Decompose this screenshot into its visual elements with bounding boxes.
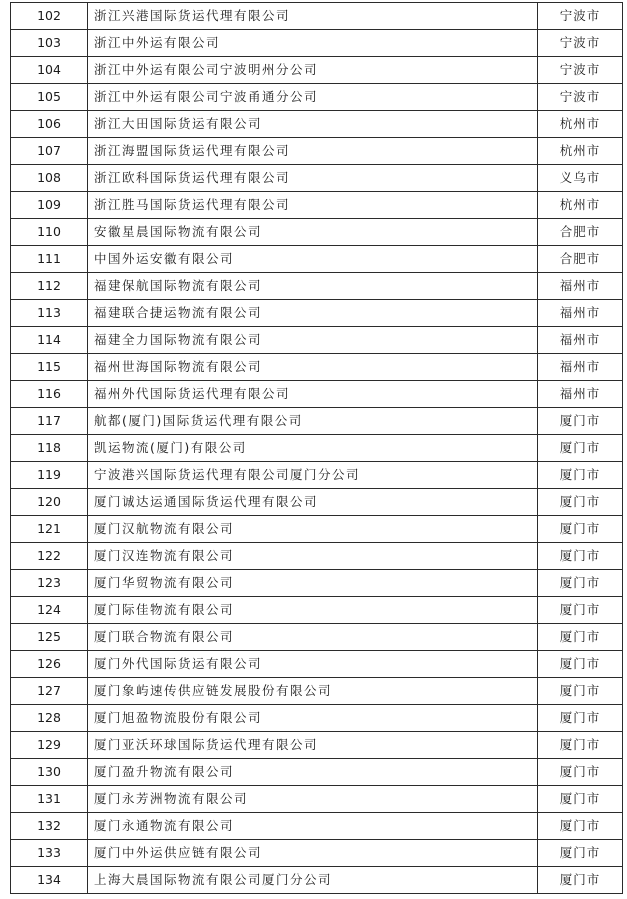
- city-name: 厦门市: [538, 813, 623, 840]
- company-name: 福建保航国际物流有限公司: [88, 273, 538, 300]
- table-row: [11, 111, 623, 138]
- row-number: 123: [11, 570, 88, 597]
- city-name: 厦门市: [538, 759, 623, 786]
- table-row: [11, 327, 623, 354]
- company-name: 福州世海国际物流有限公司: [88, 354, 538, 381]
- company-name: 中国外运安徽有限公司: [88, 246, 538, 273]
- table-row: [11, 246, 623, 273]
- company-name: 航都(厦门)国际货运代理有限公司: [88, 408, 538, 435]
- row-number: 115: [11, 354, 88, 381]
- row-number: 120: [11, 489, 88, 516]
- city-name: 合肥市: [538, 219, 623, 246]
- city-name: 福州市: [538, 300, 623, 327]
- table-row: [11, 570, 623, 597]
- city-name: 杭州市: [538, 111, 623, 138]
- company-name: 浙江中外运有限公司: [88, 30, 538, 57]
- row-number: 134: [11, 867, 88, 894]
- table-row: [11, 597, 623, 624]
- city-name: 厦门市: [538, 543, 623, 570]
- table-body: [11, 3, 623, 894]
- table-row: [11, 165, 623, 192]
- row-number: 127: [11, 678, 88, 705]
- row-number: 113: [11, 300, 88, 327]
- row-number: 108: [11, 165, 88, 192]
- company-name: 浙江中外运有限公司宁波甬通分公司: [88, 84, 538, 111]
- company-name: 宁波港兴国际货运代理有限公司厦门分公司: [88, 462, 538, 489]
- company-name: 厦门汉连物流有限公司: [88, 543, 538, 570]
- table-row: [11, 813, 623, 840]
- company-name: 浙江海盟国际货运代理有限公司: [88, 138, 538, 165]
- company-name: 凯运物流(厦门)有限公司: [88, 435, 538, 462]
- city-name: 杭州市: [538, 192, 623, 219]
- table-row: [11, 489, 623, 516]
- row-number: 132: [11, 813, 88, 840]
- city-name: 福州市: [538, 327, 623, 354]
- city-name: 合肥市: [538, 246, 623, 273]
- city-name: 厦门市: [538, 408, 623, 435]
- city-name: 厦门市: [538, 516, 623, 543]
- company-name: 福建联合捷运物流有限公司: [88, 300, 538, 327]
- table-row: [11, 219, 623, 246]
- row-number: 116: [11, 381, 88, 408]
- row-number: 111: [11, 246, 88, 273]
- table-row: [11, 273, 623, 300]
- table-row: [11, 381, 623, 408]
- company-name: 厦门中外运供应链有限公司: [88, 840, 538, 867]
- city-name: 厦门市: [538, 786, 623, 813]
- row-number: 102: [11, 3, 88, 30]
- company-list-table: [10, 2, 623, 894]
- row-number: 114: [11, 327, 88, 354]
- company-name: 厦门象屿速传供应链发展股份有限公司: [88, 678, 538, 705]
- company-name: 厦门诚达运通国际货运代理有限公司: [88, 489, 538, 516]
- company-name: 浙江大田国际货运有限公司: [88, 111, 538, 138]
- city-name: 厦门市: [538, 840, 623, 867]
- table-row: [11, 624, 623, 651]
- table-row: [11, 30, 623, 57]
- row-number: 104: [11, 57, 88, 84]
- row-number: 125: [11, 624, 88, 651]
- company-name: 厦门永芳洲物流有限公司: [88, 786, 538, 813]
- table-row: [11, 786, 623, 813]
- company-name: 浙江兴港国际货运代理有限公司: [88, 3, 538, 30]
- table-row: [11, 84, 623, 111]
- city-name: 厦门市: [538, 705, 623, 732]
- city-name: 厦门市: [538, 678, 623, 705]
- company-name: 厦门际佳物流有限公司: [88, 597, 538, 624]
- city-name: 义乌市: [538, 165, 623, 192]
- city-name: 厦门市: [538, 624, 623, 651]
- row-number: 112: [11, 273, 88, 300]
- row-number: 121: [11, 516, 88, 543]
- company-name: 上海大晨国际物流有限公司厦门分公司: [88, 867, 538, 894]
- city-name: 福州市: [538, 381, 623, 408]
- row-number: 103: [11, 30, 88, 57]
- row-number: 117: [11, 408, 88, 435]
- city-name: 厦门市: [538, 489, 623, 516]
- city-name: 福州市: [538, 273, 623, 300]
- row-number: 130: [11, 759, 88, 786]
- table-row: [11, 840, 623, 867]
- table-row: [11, 651, 623, 678]
- company-name: 厦门华贸物流有限公司: [88, 570, 538, 597]
- company-name: 安徽星晨国际物流有限公司: [88, 219, 538, 246]
- company-name: 厦门亚沃环球国际货运代理有限公司: [88, 732, 538, 759]
- city-name: 厦门市: [538, 462, 623, 489]
- company-name: 浙江中外运有限公司宁波明州分公司: [88, 57, 538, 84]
- row-number: 106: [11, 111, 88, 138]
- table-row: [11, 3, 623, 30]
- company-name: 厦门永通物流有限公司: [88, 813, 538, 840]
- row-number: 110: [11, 219, 88, 246]
- company-name: 浙江欧科国际货运代理有限公司: [88, 165, 538, 192]
- row-number: 118: [11, 435, 88, 462]
- city-name: 厦门市: [538, 732, 623, 759]
- row-number: 129: [11, 732, 88, 759]
- row-number: 133: [11, 840, 88, 867]
- city-name: 宁波市: [538, 84, 623, 111]
- row-number: 105: [11, 84, 88, 111]
- table-row: [11, 192, 623, 219]
- table-row: [11, 138, 623, 165]
- table-row: [11, 300, 623, 327]
- table-row: [11, 516, 623, 543]
- table-row: [11, 57, 623, 84]
- city-name: 福州市: [538, 354, 623, 381]
- company-name: 厦门外代国际货运有限公司: [88, 651, 538, 678]
- table-row: [11, 354, 623, 381]
- table-row: [11, 867, 623, 894]
- company-name: 厦门汉航物流有限公司: [88, 516, 538, 543]
- city-name: 宁波市: [538, 3, 623, 30]
- company-name: 福州外代国际货运代理有限公司: [88, 381, 538, 408]
- company-name: 厦门旭盈物流股份有限公司: [88, 705, 538, 732]
- table-row: [11, 435, 623, 462]
- city-name: 宁波市: [538, 57, 623, 84]
- table-row: [11, 543, 623, 570]
- company-name: 浙江胜马国际货运代理有限公司: [88, 192, 538, 219]
- city-name: 宁波市: [538, 30, 623, 57]
- row-number: 107: [11, 138, 88, 165]
- table-row: [11, 678, 623, 705]
- row-number: 128: [11, 705, 88, 732]
- table-row: [11, 732, 623, 759]
- city-name: 厦门市: [538, 435, 623, 462]
- city-name: 厦门市: [538, 651, 623, 678]
- city-name: 厦门市: [538, 597, 623, 624]
- company-name: 厦门联合物流有限公司: [88, 624, 538, 651]
- table-row: [11, 462, 623, 489]
- table-row: [11, 705, 623, 732]
- row-number: 122: [11, 543, 88, 570]
- city-name: 厦门市: [538, 570, 623, 597]
- row-number: 126: [11, 651, 88, 678]
- row-number: 124: [11, 597, 88, 624]
- row-number: 109: [11, 192, 88, 219]
- table-row: [11, 759, 623, 786]
- company-name: 福建全力国际物流有限公司: [88, 327, 538, 354]
- row-number: 119: [11, 462, 88, 489]
- company-name: 厦门盈升物流有限公司: [88, 759, 538, 786]
- table-row: [11, 408, 623, 435]
- city-name: 厦门市: [538, 867, 623, 894]
- row-number: 131: [11, 786, 88, 813]
- city-name: 杭州市: [538, 138, 623, 165]
